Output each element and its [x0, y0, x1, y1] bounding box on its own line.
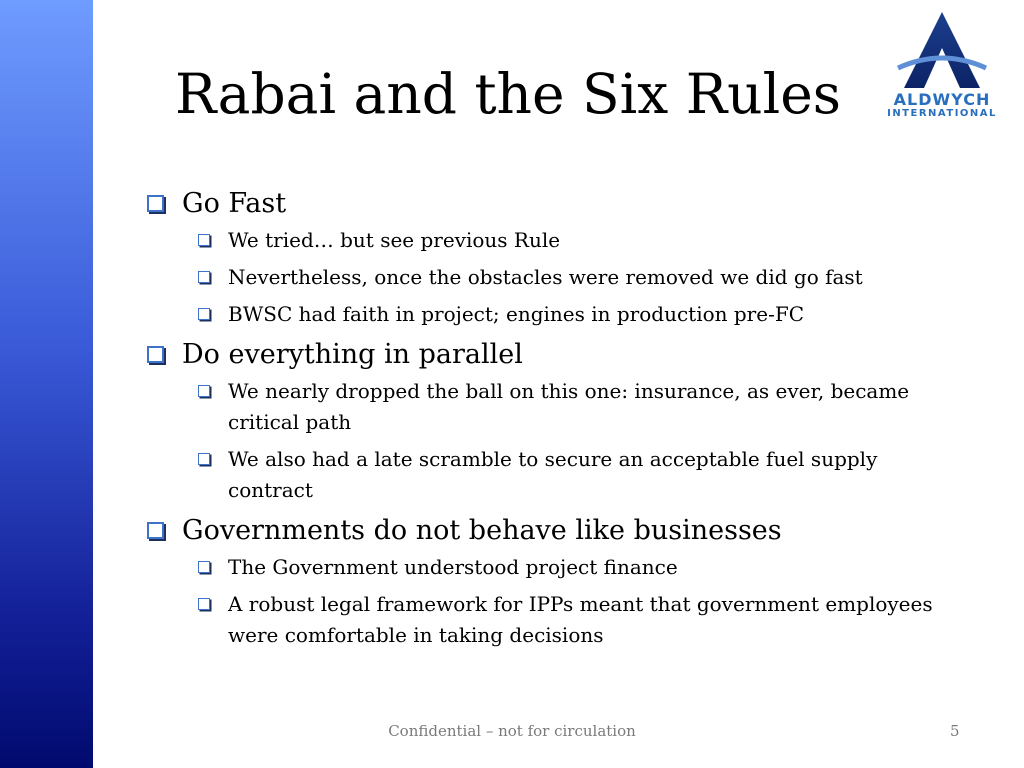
slide-title: Rabai and the Six Rules: [175, 62, 841, 126]
bullet-level2: [145, 262, 955, 293]
bullet-text: The Government understood project finance: [228, 555, 678, 579]
bullet-level2: [145, 589, 955, 651]
bullet-level1: [145, 336, 955, 374]
checkbox-bullet-icon: [198, 598, 210, 610]
checkbox-bullet-icon: [198, 308, 210, 320]
checkbox-bullet-icon: [147, 346, 164, 363]
bullet-text: We tried… but see previous Rule: [228, 228, 561, 252]
bullet-level1: [145, 512, 955, 550]
checkbox-bullet-icon: [198, 561, 210, 573]
bullet-heading: Do everything in parallel: [182, 339, 523, 370]
page-number: 5: [950, 722, 960, 740]
checkbox-bullet-icon: [198, 385, 210, 397]
bullet-level1: [145, 185, 955, 223]
bullet-level2: [145, 376, 955, 438]
bullet-text: A robust legal framework for IPPs meant that government employees were comfortable in taking decisions: [228, 592, 933, 647]
bullet-level2: [145, 225, 955, 256]
footer-confidential: Confidential – not for circulation: [388, 722, 636, 740]
bullet-text: Nevertheless, once the obstacles were removed we did go fast: [228, 265, 863, 289]
logo-text-international: INTERNATIONAL: [887, 108, 997, 119]
checkbox-bullet-icon: [147, 195, 164, 212]
bullet-level2: [145, 552, 955, 583]
bullet-text: We also had a late scramble to secure an acceptable fuel supply contract: [228, 447, 878, 502]
bullet-heading: Governments do not behave like businesses: [182, 515, 782, 546]
checkbox-bullet-icon: [147, 522, 164, 539]
bullet-text: BWSC had faith in project; engines in production pre-FC: [228, 302, 805, 326]
bullet-text: We nearly dropped the ball on this one: insurance, as ever, became critical path: [228, 379, 910, 434]
checkbox-bullet-icon: [198, 453, 210, 465]
bullet-level2: [145, 299, 955, 330]
aldwych-logo: [872, 8, 1012, 123]
bullet-list: [145, 185, 955, 657]
checkbox-bullet-icon: [198, 271, 210, 283]
bullet-level2: [145, 444, 955, 506]
logo-text-aldwych: ALDWYCH: [893, 90, 991, 109]
aldwych-a-logo-icon: [872, 8, 1012, 93]
bullet-heading: Go Fast: [182, 188, 287, 219]
side-gradient-bar: [0, 0, 93, 768]
checkbox-bullet-icon: [198, 234, 210, 246]
